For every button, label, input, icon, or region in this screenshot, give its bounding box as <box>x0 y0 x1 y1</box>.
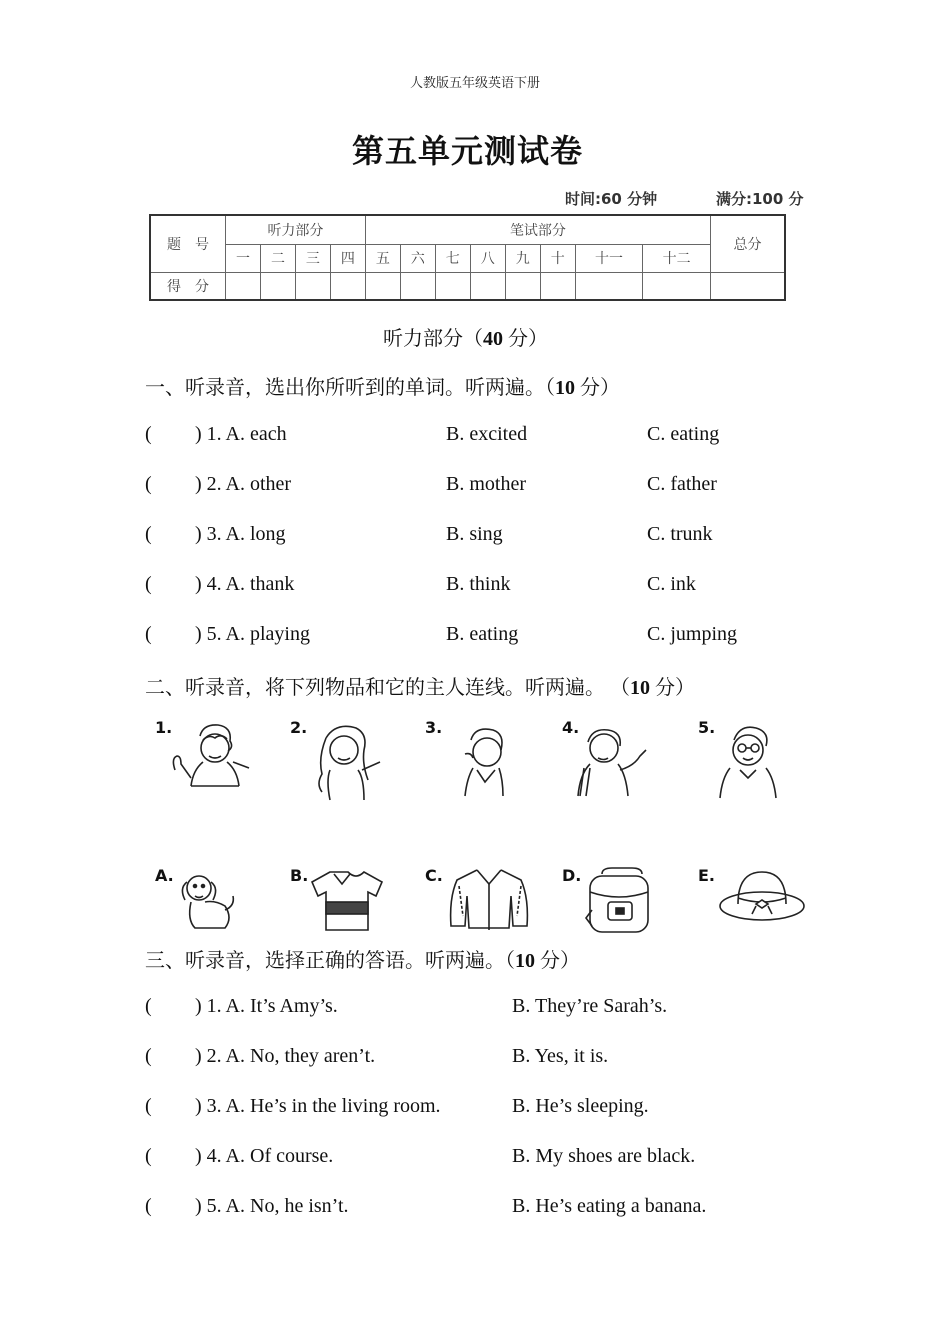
question-option-c: C. jumping <box>647 623 738 645</box>
score-cell[interactable] <box>226 272 261 300</box>
col-header: 七 <box>435 244 470 272</box>
person-5[interactable]: 5. <box>698 718 798 803</box>
row-label-question: 题 号 <box>150 215 226 272</box>
question-option-b: B. They’re Sarah’s. <box>512 995 668 1017</box>
question-option-c: C. ink <box>647 573 696 595</box>
item-c[interactable]: C. <box>425 866 535 936</box>
col-header: 十 <box>540 244 575 272</box>
item-b[interactable]: B. <box>290 866 390 936</box>
question-option-b: B. sing <box>446 523 503 545</box>
question-option-b: B. think <box>446 573 511 595</box>
listening-header: 听力部分（40 分） <box>383 328 548 350</box>
total-header: 总分 <box>711 215 786 272</box>
backpack-icon <box>562 866 662 936</box>
col-header: 六 <box>400 244 435 272</box>
hat-icon <box>698 866 808 936</box>
question-option-b: B. mother <box>446 473 526 495</box>
question-option-b: B. Yes, it is. <box>512 1045 609 1067</box>
score-cell[interactable] <box>400 272 435 300</box>
jacket-icon <box>425 866 535 936</box>
boy-side-view-icon <box>425 718 525 803</box>
col-header: 十二 <box>643 244 711 272</box>
question-option-a: ) 4. A. thank <box>195 573 295 595</box>
col-header: 四 <box>330 244 365 272</box>
time-limit: 时间:60 分钟 <box>565 190 658 208</box>
score-table <box>149 214 786 301</box>
group-writing: 笔试部分 <box>365 215 710 244</box>
score-cell[interactable] <box>575 272 643 300</box>
question-option-a: ) 3. A. He’s in the living room. <box>195 1095 441 1117</box>
section1-title: 一、听录音，选出你所听到的单词。听两遍。（10 分） <box>145 377 620 399</box>
col-header: 五 <box>365 244 400 272</box>
question-option-b: B. My shoes are black. <box>512 1145 696 1167</box>
col-header: 八 <box>470 244 505 272</box>
col-header: 十一 <box>575 244 643 272</box>
answer-blank[interactable]: ( <box>145 623 152 645</box>
answer-blank[interactable]: ( <box>145 573 152 595</box>
score-cell[interactable] <box>470 272 505 300</box>
col-header: 三 <box>295 244 330 272</box>
question-option-a: ) 2. A. No, they aren’t. <box>195 1045 376 1067</box>
item-e[interactable]: E. <box>698 866 808 936</box>
question-option-b: B. He’s eating a banana. <box>512 1195 707 1217</box>
person-1[interactable]: 1. <box>155 718 255 803</box>
score-cell[interactable] <box>260 272 295 300</box>
score-cell[interactable] <box>505 272 540 300</box>
question-option-a: ) 5. A. No, he isn’t. <box>195 1195 349 1217</box>
score-cell[interactable] <box>540 272 575 300</box>
full-score: 满分:100 分 <box>716 190 804 208</box>
answer-blank[interactable]: ( <box>145 1095 152 1117</box>
question-option-b: B. He’s sleeping. <box>512 1095 649 1117</box>
shirt-icon <box>290 866 390 936</box>
question-option-c: C. trunk <box>647 523 713 545</box>
answer-blank[interactable]: ( <box>145 1145 152 1167</box>
question-option-a: ) 2. A. other <box>195 473 292 495</box>
boy-curly-hair-icon <box>155 718 255 803</box>
question-option-b: B. eating <box>446 623 519 645</box>
answer-blank[interactable]: ( <box>145 423 152 445</box>
section2-title: 二、听录音，将下列物品和它的主人连线。听两遍。 （10 分） <box>145 677 695 699</box>
answer-blank[interactable]: ( <box>145 1045 152 1067</box>
page-title: 第五单元测试卷 <box>351 132 583 170</box>
score-cell[interactable] <box>295 272 330 300</box>
person-4[interactable]: 4. <box>562 718 662 803</box>
score-cell[interactable] <box>643 272 711 300</box>
group-listening: 听力部分 <box>226 215 366 244</box>
score-cell[interactable] <box>365 272 400 300</box>
question-option-b: B. excited <box>446 423 528 445</box>
answer-blank[interactable]: ( <box>145 473 152 495</box>
person-3[interactable]: 3. <box>425 718 525 803</box>
header-note: 人教版五年级英语下册 <box>409 75 540 90</box>
score-cell[interactable] <box>435 272 470 300</box>
answer-blank[interactable]: ( <box>145 995 152 1017</box>
question-option-a: ) 1. A. each <box>195 423 287 445</box>
answer-blank[interactable]: ( <box>145 523 152 545</box>
boy-waving-icon <box>562 718 662 803</box>
row-label-score: 得 分 <box>150 272 226 300</box>
score-cell[interactable] <box>330 272 365 300</box>
boy-glasses-icon <box>698 718 798 803</box>
dog-icon <box>155 866 255 936</box>
question-option-a: ) 1. A. It’s Amy’s. <box>195 995 338 1017</box>
section3-title: 三、听录音，选择正确的答语。听两遍。（10 分） <box>145 950 580 972</box>
question-option-a: ) 3. A. long <box>195 523 286 545</box>
girl-long-hair-icon <box>290 718 390 803</box>
question-option-c: C. father <box>647 473 717 495</box>
col-header: 九 <box>505 244 540 272</box>
item-d[interactable]: D. <box>562 866 662 936</box>
answer-blank[interactable]: ( <box>145 1195 152 1217</box>
person-2[interactable]: 2. <box>290 718 390 803</box>
score-cell-total[interactable] <box>711 272 786 300</box>
question-option-a: ) 5. A. playing <box>195 623 310 645</box>
question-option-c: C. eating <box>647 423 720 445</box>
item-a[interactable]: A. <box>155 866 255 936</box>
col-header: 一 <box>226 244 261 272</box>
col-header: 二 <box>260 244 295 272</box>
question-option-a: ) 4. A. Of course. <box>195 1145 334 1167</box>
